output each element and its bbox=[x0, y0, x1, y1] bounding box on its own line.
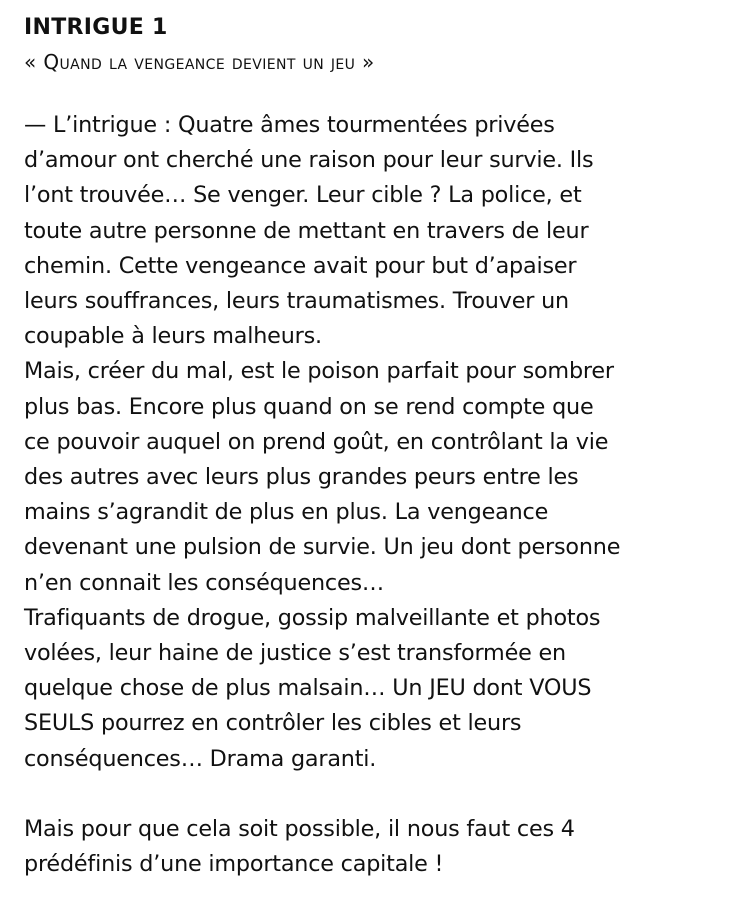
paragraph-gap bbox=[24, 777, 736, 812]
text-line: ce pouvoir auquel on prend goût, en contrôlant la vie bbox=[24, 428, 609, 455]
paragraph-two bbox=[24, 354, 736, 600]
text-line: leurs souffrances, leurs traumatismes. Trouver un bbox=[24, 288, 569, 315]
text-line: — L’intrigue : Quatre âmes tourmentées privées bbox=[24, 112, 555, 138]
story-body bbox=[24, 108, 736, 882]
closing-paragraph bbox=[24, 812, 736, 882]
document-page bbox=[24, 14, 736, 882]
text-line: des autres avec leurs plus grandes peurs entre les bbox=[24, 464, 579, 491]
text-line: Mais pour que cela soit possible, il nous faut ces 4 bbox=[24, 816, 575, 843]
text-line: n’en connait les conséquences… bbox=[24, 569, 385, 596]
paragraph-three bbox=[24, 601, 736, 777]
document-subtitle: « Quand la vengeance devient un jeu » bbox=[24, 50, 375, 74]
text-line: Trafiquants de drogue, gossip malveillante et photos bbox=[24, 604, 601, 631]
text-line: volées, leur haine de justice s’est transformée en bbox=[24, 640, 566, 667]
text-line: prédéfinis d’une importance capitale ! bbox=[24, 851, 444, 878]
text-line: toute autre personne de mettant en travers de leur bbox=[24, 217, 589, 244]
text-line: mains s’agrandit de plus en plus. La vengeance bbox=[24, 499, 549, 526]
text-line: quelque chose de plus malsain… Un JEU dont VOUS bbox=[24, 675, 592, 702]
text-line: chemin. Cette vengeance avait pour but d’apaiser bbox=[24, 252, 577, 279]
text-line: devenant une pulsion de survie. Un jeu dont personne bbox=[24, 534, 621, 561]
text-line: Mais, créer du mal, est le poison parfait pour sombrer bbox=[24, 358, 614, 385]
text-line: plus bas. Encore plus quand on se rend compte que bbox=[24, 393, 594, 420]
text-line: d’amour ont cherché une raison pour leur survie. Ils bbox=[24, 147, 594, 174]
text-line: coupable à leurs malheurs. bbox=[24, 323, 322, 350]
text-line: l’ont trouvée… Se venger. Leur cible ? La police, et bbox=[24, 182, 582, 209]
text-line: SEULS pourrez en contrôler les cibles et leurs bbox=[24, 710, 522, 737]
document-title: INTRIGUE 1 bbox=[24, 15, 168, 40]
intro-paragraph bbox=[24, 108, 736, 354]
text-line: conséquences… Drama garanti. bbox=[24, 745, 377, 772]
